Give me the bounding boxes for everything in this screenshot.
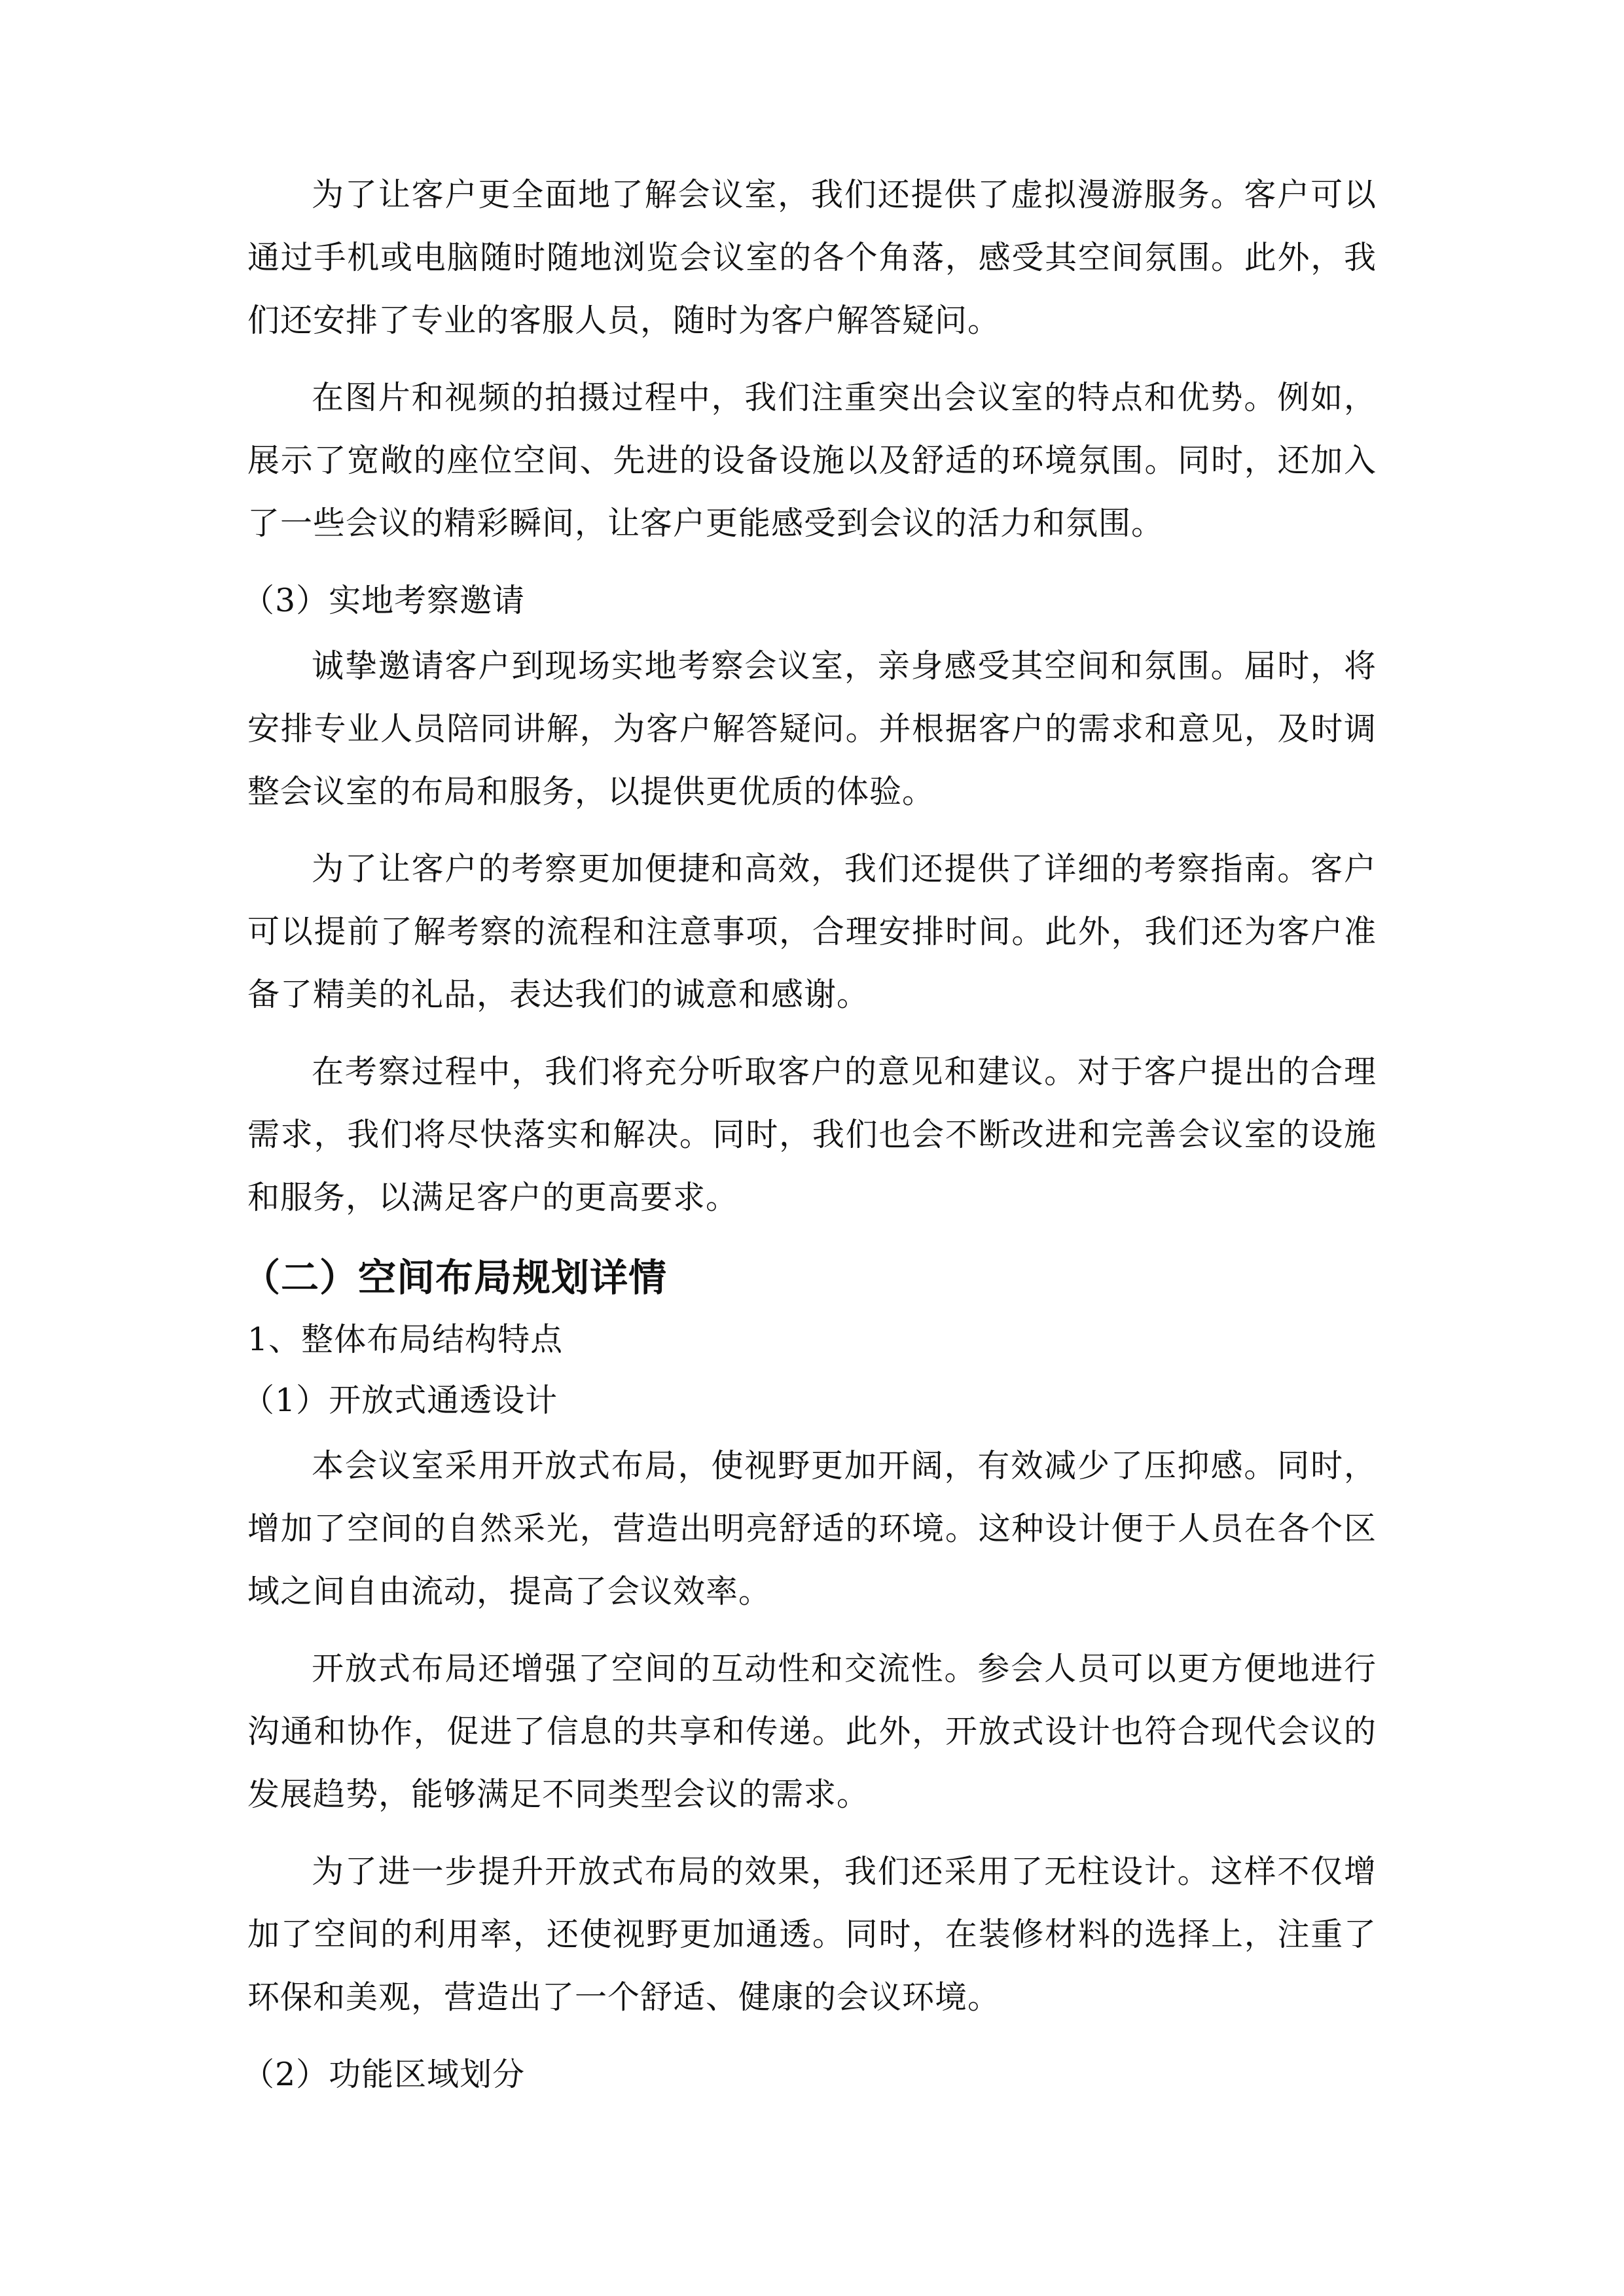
paragraph-open-interaction: 开放式布局还增强了空间的互动性和交流性。参会人员可以更方便地进行沟通和协作，促进了信息的共享和传递。此外，开放式设计也符合现代会议的发展趋势，能够满足不同类型会议的需求。: [247, 1650, 1377, 1813]
paragraph-open-layout: 本会议室采用开放式布局，使视野更加开阔，有效减少了压抑感。同时，增加了空间的自然采光，营造出明亮舒适的环境。这种设计便于人员在各个区域之间自由流动，提高了会议效率。: [247, 1447, 1377, 1610]
paragraph-visit-guide: 为了让客户的考察更加便捷和高效，我们还提供了详细的考察指南。客户可以提前了解考察的流程和注意事项，合理安排时间。此外，我们还为客户准备了精美的礼品，表达我们的诚意和感谢。: [247, 850, 1377, 1013]
subheading-site-visit: （3）实地考察邀请: [242, 582, 526, 619]
paragraph-site-visit-invite: 诚挚邀请客户到现场实地考察会议室，亲身感受其空间和氛围。届时，将安排专业人员陪同讲解，为客户解答疑问。并根据客户的需求和意见，及时调整会议室的布局和服务，以提供更优质的体验。: [247, 647, 1377, 810]
paragraph-visit-feedback: 在考察过程中，我们将充分听取客户的意见和建议。对于客户提出的合理需求，我们将尽快落实和解决。同时，我们也会不断改进和完善会议室的设施和服务，以满足客户的更高要求。: [247, 1053, 1377, 1216]
paragraph-photo-video: 在图片和视频的拍摄过程中，我们注重突出会议室的特点和优势。例如，展示了宽敞的座位空间、先进的设备设施以及舒适的环境氛围。同时，还加入了一些会议的精彩瞬间，让客户更能感受到会议的活力和氛围。: [247, 379, 1377, 542]
paragraph-virtual-tour: 为了让客户更全面地了解会议室，我们还提供了虚拟漫游服务。客户可以通过手机或电脑随时随地浏览会议室的各个角落，感受其空间氛围。此外，我们还安排了专业的客服人员，随时为客户解答疑问。: [247, 176, 1377, 339]
subheading-open-design: （1）开放式通透设计: [242, 1382, 558, 1419]
paragraph-column-free: 为了进一步提升开放式布局的效果，我们还采用了无柱设计。这样不仅增加了空间的利用率，还使视野更加通透。同时，在装修材料的选择上，注重了环保和美观，营造出了一个舒适、健康的会议环境。: [247, 1853, 1377, 2016]
heading-overall-layout: 1、整体布局结构特点: [247, 1321, 564, 1358]
section-heading-layout: （二）空间布局规划详情: [242, 1255, 668, 1300]
subheading-functional-zones: （2）功能区域划分: [242, 2056, 526, 2093]
document-body: [242, 164, 1377, 2109]
